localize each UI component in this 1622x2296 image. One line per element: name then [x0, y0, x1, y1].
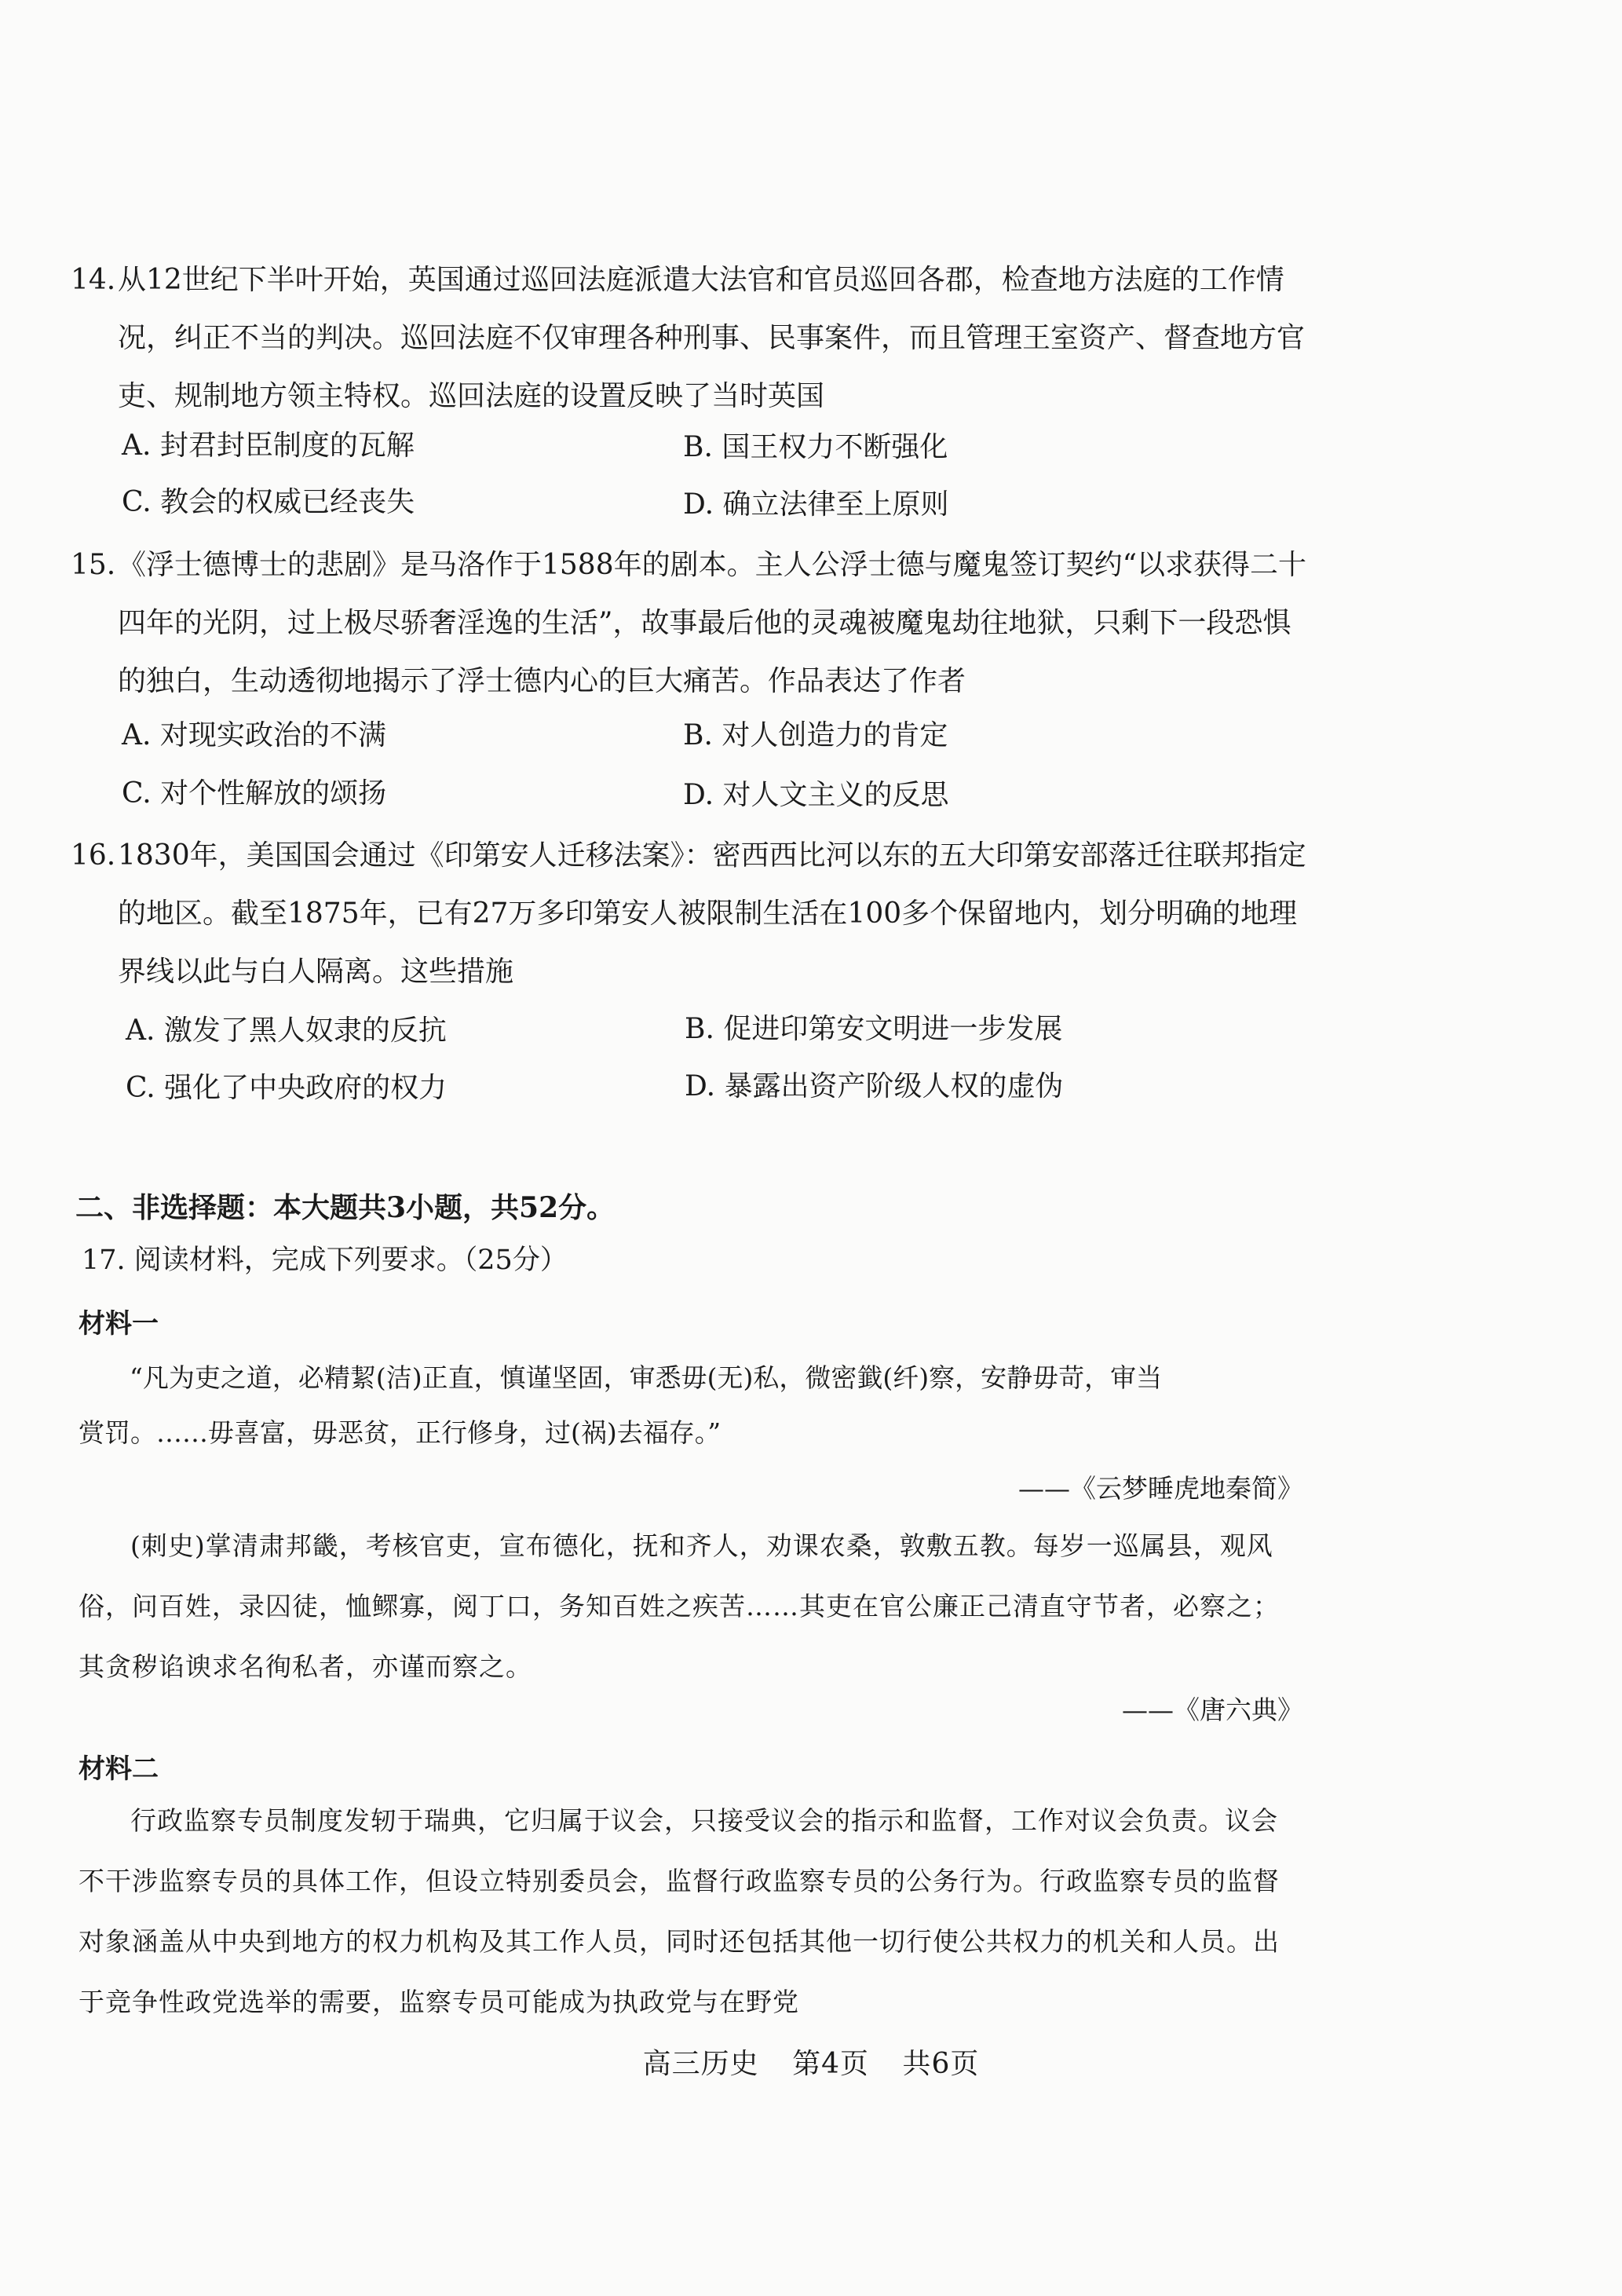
option-a: A. 封君封臣制度的瓦解 [122, 430, 415, 462]
question-number: 15. [71, 549, 116, 581]
question-stem: 1830年，美国国会通过《印第安人迁移法案》：密西西比河以东的五大印第安部落迁往联邦指定的地区。截至1875年，已有27万多印第安人被限制生活在100多个保留地内，划分明确的地理界线以此与白人隔离。这些措施 [118, 839, 1306, 988]
question-17: 17. 阅读材料，完成下列要求。（25分） [82, 1245, 568, 1276]
material-1-label: 材料一 [79, 1308, 159, 1340]
question-number: 16. [71, 839, 116, 872]
footer-page: 第4页 [792, 2048, 869, 2080]
question-16 [71, 827, 1311, 1001]
question-14 [71, 251, 1311, 426]
option-d: D. 对人文主义的反思 [683, 779, 949, 811]
option-b: B. 国王权力不断强化 [683, 431, 948, 463]
material-1-quote-line-1: “凡为吏之道，必精絜(洁)正直，慎谨坚固，审悉毋(无)私，微密韱(纤)察，安静毋苛，审当 [130, 1362, 1163, 1393]
footer-total: 共6页 [902, 2048, 980, 2080]
option-c: C. 强化了中央政府的权力 [126, 1072, 448, 1104]
option-a: A. 对现实政治的不满 [122, 719, 386, 751]
section-heading: 二、非选择题：本大题共3小题，共52分。 [75, 1191, 616, 1224]
material-1-paragraph-2: (刺史)掌清肃邦畿，考核官吏，宣布德化，抚和齐人，劝课农桑，敦敷五教。每岁一巡属县，观风俗，问百姓，录囚徒，恤鳏寡，阅丁口，务知百姓之疾苦……其吏在官公廉正己清直守节者，必察之；其贪秽谄谀求名徇私者，亦谨而察之。 [79, 1530, 1280, 1682]
material-1-source-1: ——《云梦睡虎地秦简》 [1018, 1473, 1303, 1504]
page-footer [0, 2042, 1622, 2082]
option-b: B. 对人创造力的肯定 [683, 719, 948, 751]
footer-subject: 高三历史 [642, 2048, 759, 2080]
question-stem: 从12世纪下半叶开始，英国通过巡回法庭派遣大法官和官员巡回各郡，检查地方法庭的工作情况，纠正不当的判决。巡回法庭不仅审理各种刑事、民事案件，而且管理王室资产、督查地方官吏、规制地方领主特权。巡回法庭的设置反映了当时英国 [118, 264, 1306, 412]
question-15 [71, 536, 1311, 711]
option-d: D. 确立法律至上原则 [683, 488, 949, 521]
option-c: C. 教会的权威已经丧失 [122, 486, 415, 518]
question-number: 14. [71, 264, 116, 296]
option-a: A. 激发了黑人奴隶的反抗 [126, 1015, 447, 1047]
option-c: C. 对个性解放的颂扬 [122, 777, 387, 810]
material-1-source-2: ——《唐六典》 [1122, 1695, 1303, 1725]
material-1-quote-line-2: 赏罚。……毋喜富，毋恶贫，正行修身，过(祸)去福存。” [79, 1417, 721, 1448]
question-stem: 《浮士德博士的悲剧》是马洛作于1588年的剧本。主人公浮士德与魔鬼签订契约“以求获得二十四年的光阴，过上极尽骄奢淫逸的生活”，故事最后他的灵魂被魔鬼劫往地狱，只剩下一段恐惧的独白，生动透彻地揭示了浮士德内心的巨大痛苦。作品表达了作者 [118, 549, 1307, 697]
material-2-label: 材料二 [79, 1753, 159, 1785]
option-b: B. 促进印第安文明进一步发展 [685, 1013, 1063, 1045]
material-2-paragraph: 行政监察专员制度发轫于瑞典，它归属于议会，只接受议会的指示和监督，工作对议会负责。议会不干涉监察专员的具体工作，但设立特别委员会，监督行政监察专员的公务行为。行政监察专员的监督对象涵盖从中央到地方的权力机构及其工作人员，同时还包括其他一切行使公共权力的机关和人员。出于竞争性政党选举的需要，监察专员可能成为执政党与在野党 [79, 1805, 1280, 2017]
option-d: D. 暴露出资产阶级人权的虚伪 [685, 1070, 1064, 1102]
